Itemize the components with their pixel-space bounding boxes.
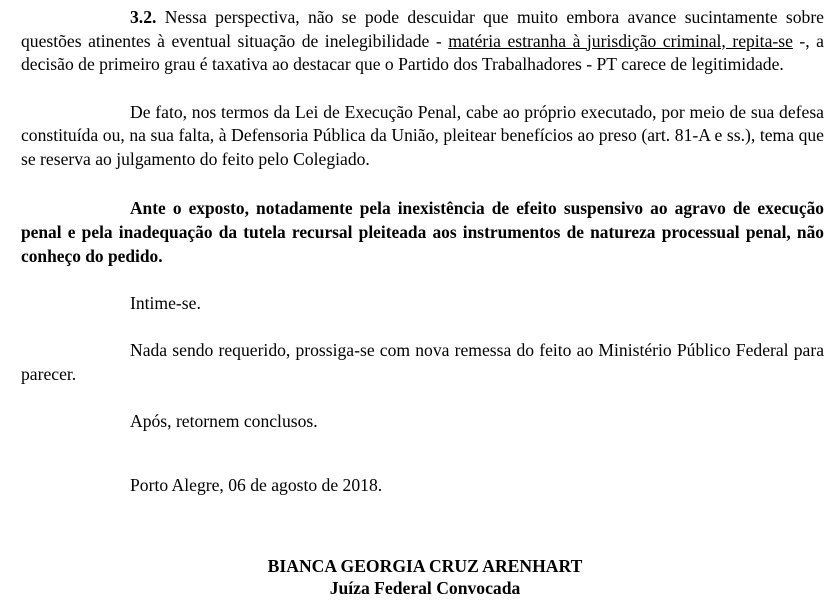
paragraph-number: 3.2. [130, 7, 157, 27]
signature-title: Juíza Federal Convocada [329, 578, 521, 598]
paragraph-intime: Intime-se. [130, 292, 201, 313]
paragraph-3-2-text-a: Nessa perspectiva, não se pode descuidar que muito embora avance sucintamente sobre questões atinentes à eventual situação de inelegibilidade - [21, 7, 824, 51]
paragraph-3-2-underlined: matéria estranha à jurisdição criminal, repita-se [448, 30, 793, 51]
paragraph-3-2-text-b: -, a decisão de primeiro grau é taxativa ao destacar que o Partido dos Trabalhadores - PT carece de legitimidade. [21, 30, 824, 75]
paragraph-3-2 [21, 6, 824, 77]
place-and-date: Porto Alegre, 06 de agosto de 2018. [130, 474, 383, 495]
document-body [21, 6, 824, 498]
paragraph-dispositivo: Ante o exposto, notadamente pela inexistência de efeito suspensivo ao agravo de execução penal e pela inadequação da tutela recursal pleiteada aos instrumentos de natureza processual penal, não conheço do pedido. [21, 197, 824, 266]
paragraph-apos: Após, retornem conclusos. [130, 411, 318, 432]
paragraph-lep: De fato, nos termos da Lei de Execução Penal, cabe ao próprio executado, por meio de sua defesa constituída ou, na sua falta, à Defensoria Pública da União, pleitear benefícios ao preso (art. 81-A e ss.), tema que se reserva ao julgamento do feito pelo Colegiado. [21, 101, 824, 169]
signature-name: BIANCA GEORGIA CRUZ ARENHART [267, 556, 583, 576]
paragraph-nada-sendo-requerido: Nada sendo requerido, prossiga-se com nova remessa do feito ao Ministério Público Federal para parecer. [21, 340, 824, 384]
